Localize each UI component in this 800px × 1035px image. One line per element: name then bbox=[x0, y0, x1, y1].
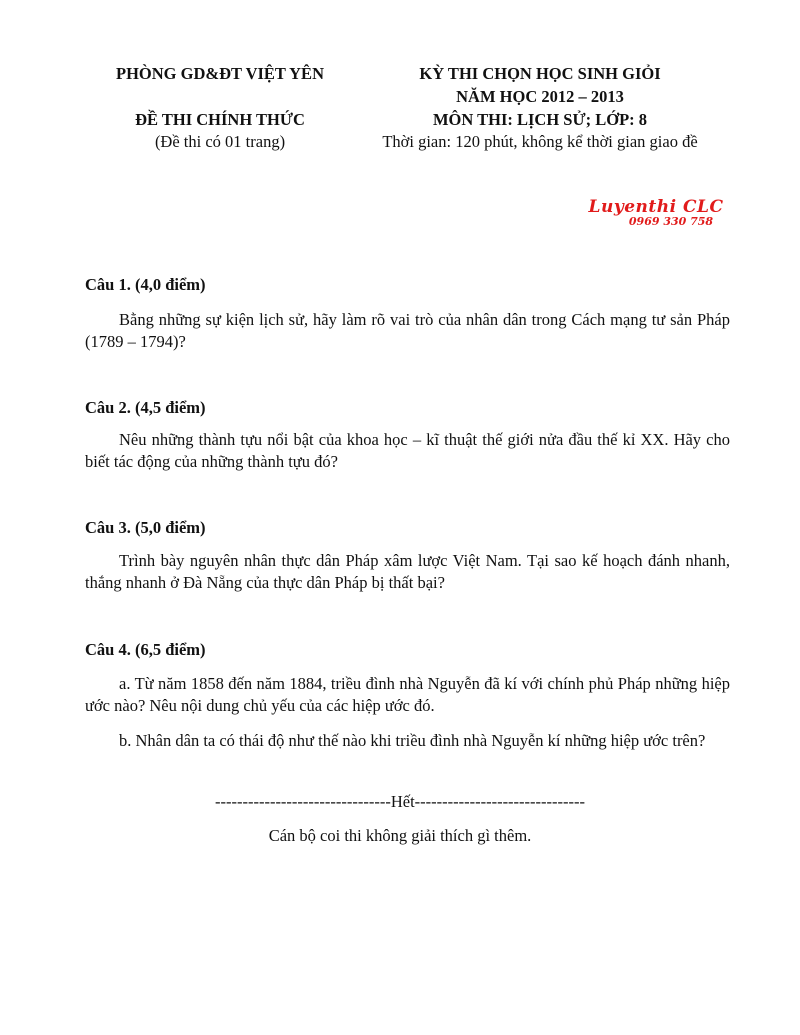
question-text: Trình bày nguyên nhân thực dân Pháp xâm lược Việt Nam. Tại sao kế hoạch đánh nhanh, thắng nhanh ở Đà Nẵng của thực dân Pháp bị thất bại? bbox=[85, 551, 730, 592]
question-text-a: a. Từ năm 1858 đến năm 1884, triều đình nhà Nguyễn đã kí với chính phủ Pháp những hiệp ước nào? Nêu nội dung chủ yếu của các hiệp ước đó. bbox=[85, 674, 730, 715]
subject-line: MÔN THI: LỊCH SỬ; LỚP: 8 bbox=[432, 110, 648, 129]
question-title: Câu 3. (5,0 điểm) bbox=[85, 518, 206, 537]
watermark-name: Luyenthi CLC bbox=[588, 197, 724, 217]
duration-line: Thời gian: 120 phút, không kể thời gian giao đề bbox=[382, 132, 698, 151]
question-text: Bằng những sự kiện lịch sử, hãy làm rõ vai trò của nhân dân trong Cách mạng tư sản Pháp (1789 – 1794)? bbox=[85, 310, 730, 351]
question-title: Câu 4. (6,5 điểm) bbox=[85, 640, 206, 659]
question-text: Nêu những thành tựu nổi bật của khoa học – kĩ thuật thế giới nửa đầu thế kỉ XX. Hãy cho biết tác động của những thành tựu đó? bbox=[85, 430, 730, 471]
exam-name: KỲ THI CHỌN HỌC SINH GIỎI bbox=[419, 64, 661, 83]
question-title: Câu 1. (4,0 điểm) bbox=[85, 275, 206, 294]
question-title: Câu 2. (4,5 điểm) bbox=[85, 398, 206, 417]
department-name: PHÒNG GD&ĐT VIỆT YÊN bbox=[116, 64, 324, 83]
end-marker: --------------------------------Hết------------------------------- bbox=[215, 792, 585, 811]
school-year: NĂM HỌC 2012 – 2013 bbox=[456, 87, 624, 106]
question-text-b: b. Nhân dân ta có thái độ như thế nào khi triều đình nhà Nguyễn kí những hiệp ước trên? bbox=[119, 731, 706, 750]
pages-note: (Đề thi có 01 trang) bbox=[154, 132, 286, 151]
watermark-phone: 0969 330 758 bbox=[628, 215, 714, 228]
watermark-logo bbox=[580, 198, 732, 228]
proctor-note: Cán bộ coi thi không giải thích gì thêm. bbox=[268, 826, 532, 845]
official-exam-label: ĐỀ THI CHÍNH THỨC bbox=[135, 110, 305, 129]
